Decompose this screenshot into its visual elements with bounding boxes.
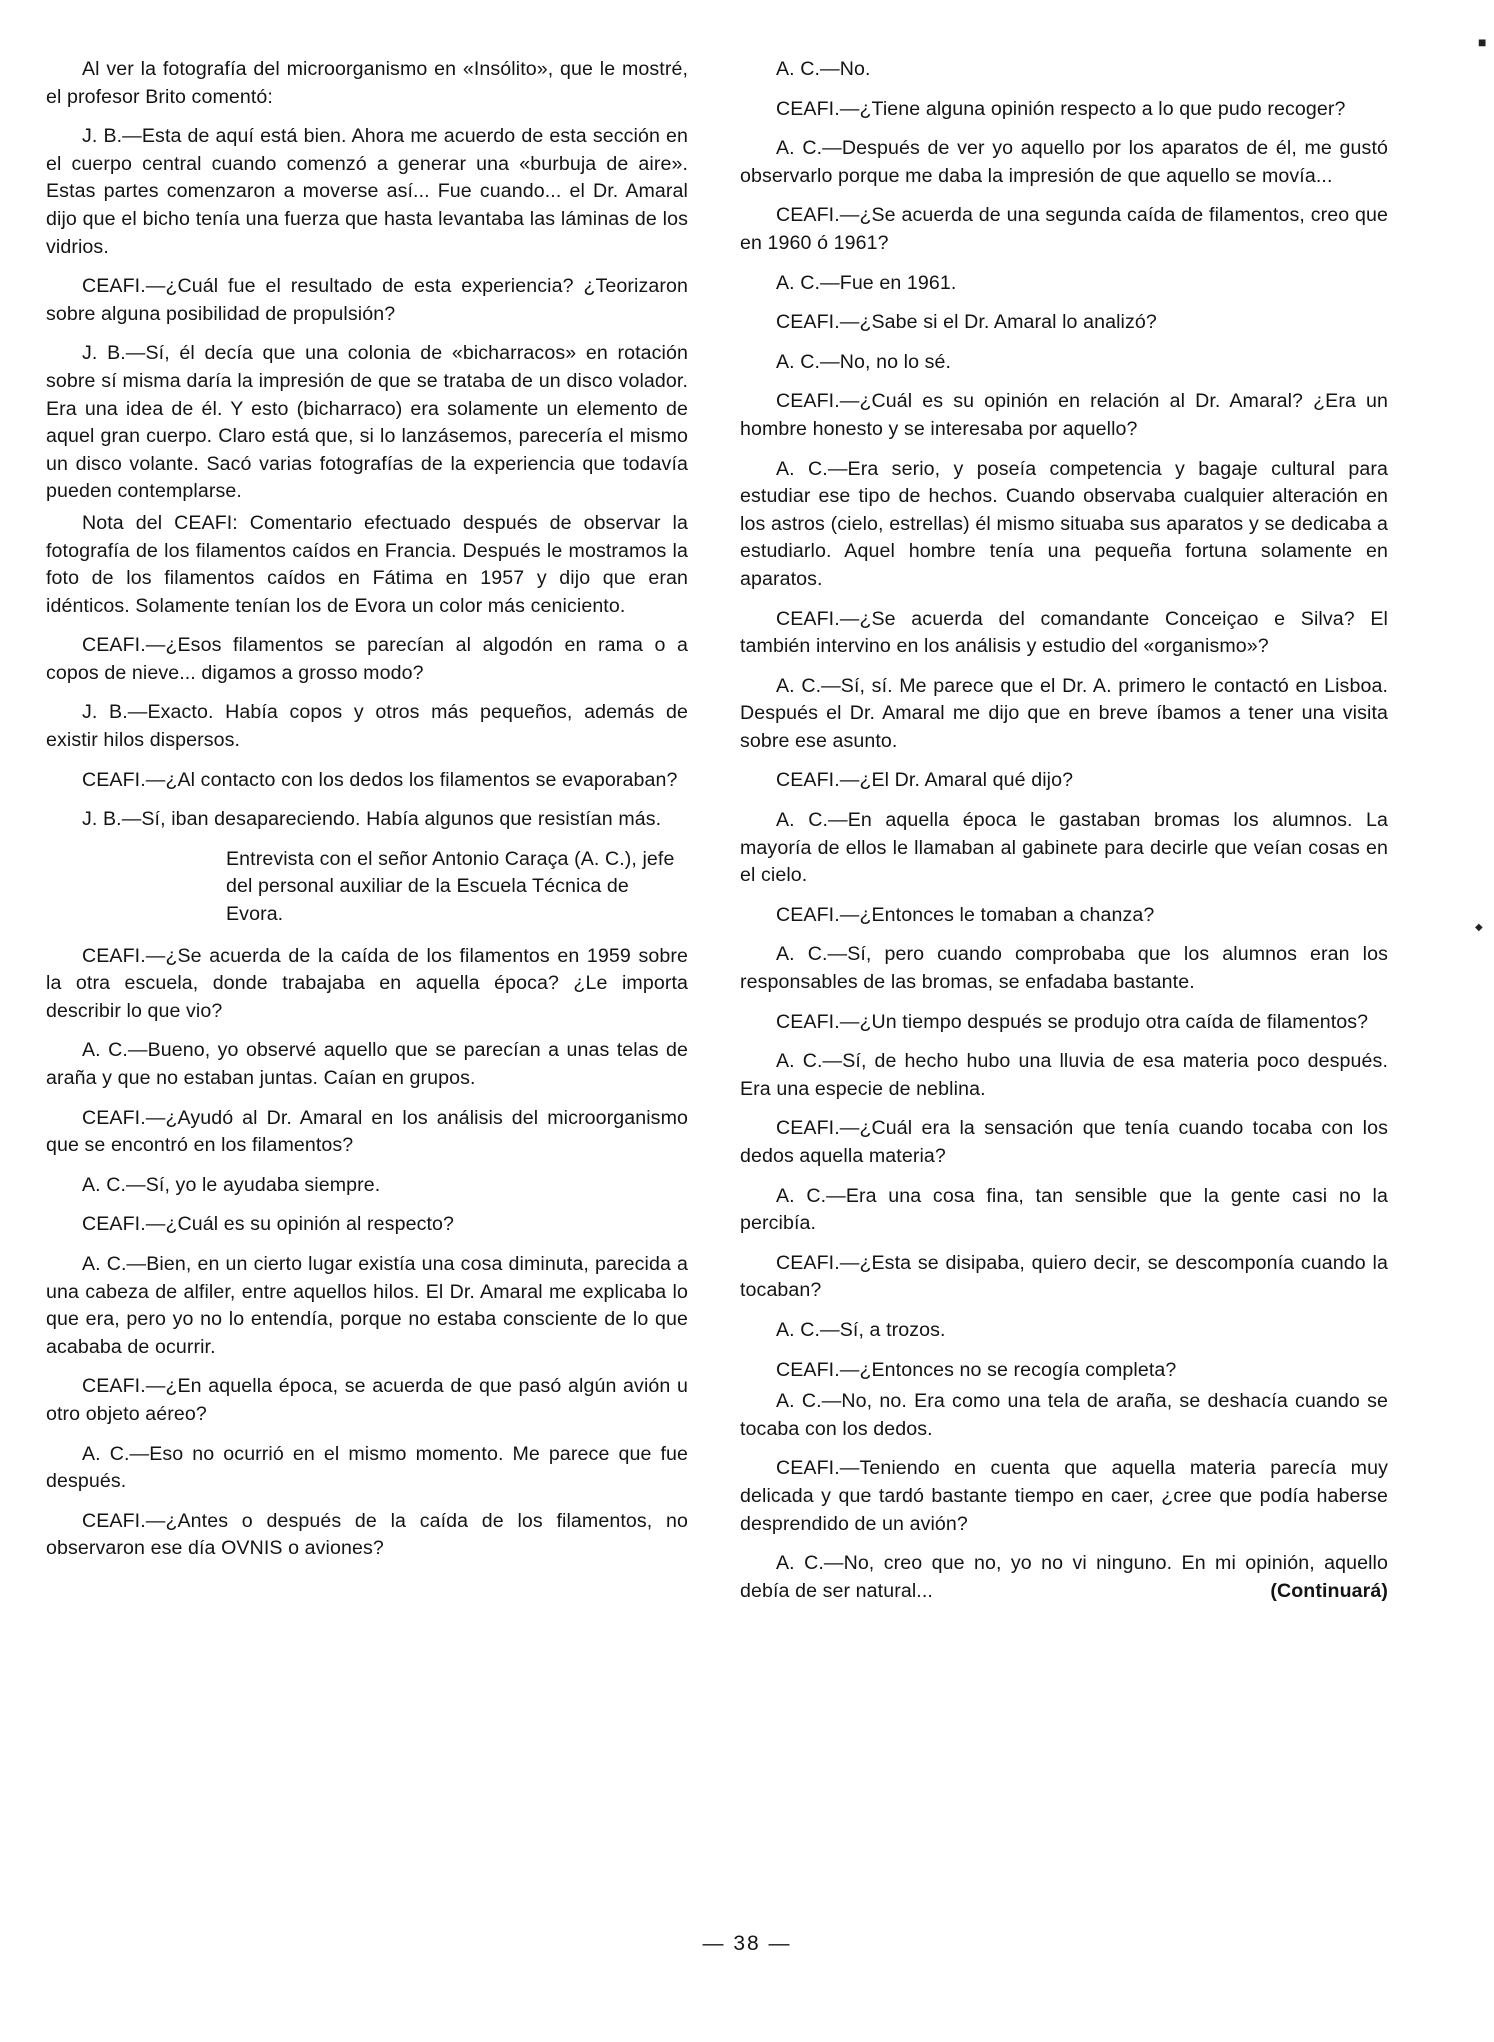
left-column bbox=[46, 56, 688, 1575]
paragraph: J. B.—Esta de aquí está bien. Ahora me acuerdo de esta sección en el cuerpo central cuando comenzó a generar una «burbuja de aire». Estas partes comenzaron a moverse así... Fue cuando... el Dr. Amaral dijo que el bicho tenía una fuerza que hasta levantaba las láminas de los vidrios. bbox=[46, 125, 688, 258]
paragraph: CEAFI.—¿Al contacto con los dedos los filamentos se evaporaban? bbox=[82, 768, 678, 791]
margin-mark: ◆ bbox=[1475, 922, 1483, 933]
paragraph: A. C.—No, no lo sé. bbox=[776, 350, 952, 373]
right-column bbox=[740, 56, 1388, 1617]
paragraph: Al ver la fotografía del microorganismo en «Insólito», que le mostré, el profesor Brito comentó: bbox=[46, 58, 688, 108]
paragraph: CEAFI.—¿En aquella época, se acuerda de que pasó algún avión u otro objeto aéreo? bbox=[46, 1375, 688, 1425]
paragraph: A. C.—Sí, a trozos. bbox=[776, 1318, 946, 1341]
paragraph: A. C.—No, no. Era como una tela de araña, se deshacía cuando se tocaba con los dedos. bbox=[740, 1390, 1388, 1440]
paragraph: A. C.—Bueno, yo observé aquello que se parecían a unas telas de araña y que no estaban juntas. Caían en grupos. bbox=[46, 1039, 688, 1089]
paragraph: CEAFI.—¿Cuál es su opinión en relación al Dr. Amaral? ¿Era un hombre honesto y se interesaba por aquello? bbox=[740, 390, 1388, 440]
page-number: — 38 — bbox=[702, 1932, 792, 1955]
paragraph: CEAFI.—¿Cuál es su opinión al respecto? bbox=[82, 1213, 454, 1236]
paragraph: J. B.—Sí, iban desapareciendo. Había algunos que resistían más. bbox=[82, 808, 662, 831]
paragraph: CEAFI.—¿Entonces le tomaban a chanza? bbox=[776, 903, 1155, 926]
paragraph: CEAFI.—¿Sabe si el Dr. Amaral lo analizó? bbox=[776, 311, 1157, 334]
paragraph: CEAFI.—¿Esos filamentos se parecían al algodón en rama o a copos de nieve... digamos a grosso modo? bbox=[46, 634, 688, 684]
paragraph: A. C.—Sí, pero cuando comprobaba que los alumnos eran los responsables de las bromas, se enfadaba bastante. bbox=[740, 943, 1388, 994]
paragraph: A. C.—No. bbox=[776, 58, 871, 80]
final-paragraph bbox=[740, 1550, 1388, 1605]
paragraph: A. C.—Después de ver yo aquello por los aparatos de él, me gustó observarlo porque me daba la impresión de que aquello se movía... bbox=[740, 137, 1388, 187]
paragraph: CEAFI.—¿Antes o después de la caída de los filamentos, no observaron ese día OVNIS o aviones? bbox=[46, 1509, 688, 1560]
paragraph: CEAFI.—¿Esta se disipaba, quiero decir, se descomponía cuando la tocaban? bbox=[740, 1251, 1388, 1302]
paragraph: A. C.—Eso no ocurrió en el mismo momento. Me parece que fue después. bbox=[46, 1442, 688, 1493]
paragraph: J. B.—Exacto. Había copos y otros más pequeños, además de existir hilos dispersos. bbox=[46, 701, 688, 752]
paragraph: CEAFI.—¿Tiene alguna opinión respecto a lo que pudo recoger? bbox=[776, 97, 1346, 120]
paragraph: A. C.—Sí, sí. Me parece que el Dr. A. primero le contactó en Lisboa. Después el Dr. Amaral me dijo que en breve íbamos a tener una visita sobre ese asunto. bbox=[740, 674, 1388, 752]
paragraph: Nota del CEAFI: Comentario efectuado después de observar la fotografía de los filamentos caídos en Francia. Después le mostramos la foto de los filamentos caídos en Fátima en 1957 y dijo que eran idénticos. Solamente tenían los de Evora un color más ceniciento. bbox=[46, 511, 688, 617]
paragraph: CEAFI.—¿Un tiempo después se produjo otra caída de filamentos? bbox=[776, 1010, 1369, 1033]
paragraph: CEAFI.—¿Se acuerda del comandante Conceiçao e Silva? El también intervino en los análisis y estudio del «organismo»? bbox=[740, 607, 1388, 658]
paragraph: A. C.—Sí, yo le ayudaba siempre. bbox=[82, 1173, 381, 1196]
paragraph: A. C.—Sí, de hecho hubo una lluvia de esa materia poco después. Era una especie de neblina. bbox=[740, 1050, 1388, 1100]
paragraph: CEAFI.—¿Se acuerda de la caída de los filamentos en 1959 sobre la otra escuela, donde trabajaba en aquella época? ¿Le importa describir lo que vio? bbox=[46, 944, 688, 1022]
paragraph: J. B.—Sí, él decía que una colonia de «bicharracos» en rotación sobre sí misma daría la impresión de que se trataba de un disco volador. Era una idea de él. Y esto (bicharraco) era solamente un elemento de aquel gran cuerpo. Claro está que, si lo lanzásemos, parecería el mismo un disco volante. Sacó varias fotografías de la experiencia que todavía pueden contemplarse. bbox=[46, 342, 688, 503]
final-paragraph-text: A. C.—No, creo que no, yo no vi ninguno. En mi opinión, aquello debía de ser natural... bbox=[740, 1552, 1388, 1602]
paragraph: CEAFI.—¿Cuál era la sensación que tenía cuando tocaba con los dedos aquella materia? bbox=[740, 1117, 1388, 1167]
margin-mark: ■ bbox=[1478, 34, 1487, 50]
paragraph: A. C.—Bien, en un cierto lugar existía una cosa diminuta, parecida a una cabeza de alfiler, entre aquellos hilos. El Dr. Amaral me explicaba lo que era, pero yo no lo entendía, porque no estaba consciente de lo que acababa de ocurrir. bbox=[46, 1252, 688, 1358]
paragraph: CEAFI.—Teniendo en cuenta que aquella materia parecía muy delicada y que tardó bastante tiempo en caer, ¿cree que podía haberse desprendido de un avión? bbox=[740, 1457, 1388, 1535]
paragraph: CEAFI.—¿Entonces no se recogía completa? bbox=[776, 1358, 1177, 1381]
paragraph: A. C.—En aquella época le gastaban bromas los alumnos. La mayoría de ellos le llamaban al gabinete para decirle que veían cosas en el cielo. bbox=[740, 809, 1388, 887]
paragraph: A. C.—Era serio, y poseía competencia y bagaje cultural para estudiar ese tipo de hechos. Cuando observaba cualquier alteración en los astros (cielo, estrellas) él mismo situaba sus aparatos y se dedicaba a estudiarlo. Aquel hombre tenía una pequeña fortuna solamente en aparatos. bbox=[740, 457, 1388, 590]
interview-intro: Entrevista con el señor Antonio Caraça (A. C.), jefe del personal auxiliar de la Escuela Técnica de Evora. bbox=[226, 847, 675, 926]
continued-label: (Continuará) bbox=[1270, 1579, 1388, 1602]
paragraph: A. C.—Era una cosa fina, tan sensible que la gente casi no la percibía. bbox=[740, 1184, 1388, 1235]
paragraph: CEAFI.—¿Se acuerda de una segunda caída de filamentos, creo que en 1960 ó 1961? bbox=[740, 204, 1388, 254]
paragraph: CEAFI.—¿Ayudó al Dr. Amaral en los análisis del microorganismo que se encontró en los filamentos? bbox=[46, 1106, 688, 1157]
paragraph: A. C.—Fue en 1961. bbox=[776, 271, 957, 294]
paragraph: CEAFI.—¿Cuál fue el resultado de esta experiencia? ¿Teorizaron sobre alguna posibilidad de propulsión? bbox=[46, 275, 688, 325]
paragraph: CEAFI.—¿El Dr. Amaral qué dijo? bbox=[776, 769, 1074, 792]
